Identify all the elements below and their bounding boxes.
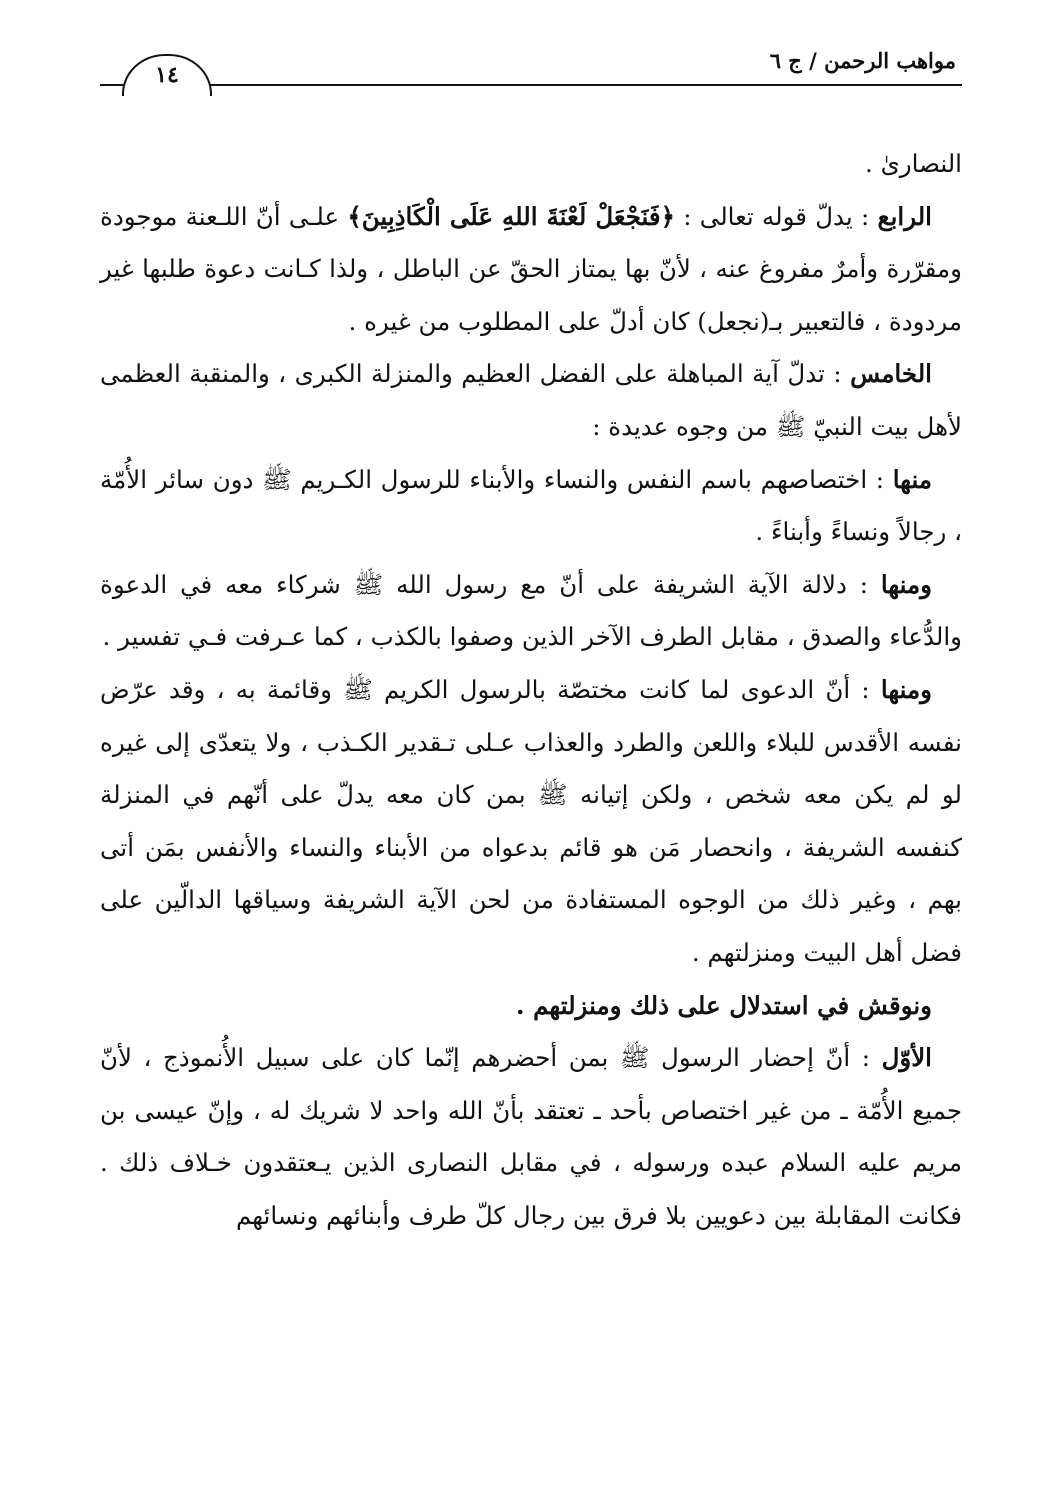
header-rule [100, 84, 962, 86]
paragraph-lead: ومنها [880, 674, 932, 704]
paragraph-lead: ومنها [880, 569, 932, 599]
paragraph-point [100, 559, 962, 664]
paragraph-continuation: النصارىٰ . [865, 149, 962, 178]
page-header [100, 40, 962, 92]
paragraph-lead: الخامس [850, 359, 932, 389]
running-title: مواهب الرحمن / ج ٦ [769, 48, 956, 73]
paragraph-text: : تدلّ آية المباهلة على الفضل العظيم والمنزلة الكبرى ، والمنقبة العظمى لأهل بيت النبيّ ﷺ من وجوه عديدة : [100, 359, 962, 441]
page-number: ١٤ [122, 54, 212, 96]
paragraph-lead: منها [892, 464, 932, 494]
paragraph-point [100, 454, 962, 559]
paragraph-lead: الأوّل [881, 1043, 932, 1073]
section-heading: ونوقش في استدلال على ذلك ومنزلتهم . [516, 990, 932, 1020]
paragraph-fourth [100, 191, 962, 349]
paragraph-text: : يدلّ قوله تعالى : [674, 201, 878, 231]
body-text [100, 138, 962, 1242]
paragraph-text: علـى أنّ اللـعنة موجودة ومقرّرة وأمرٌ مفروغ عنه ، لأنّ بها يمتاز الحقّ عن الباطل ، ولذا كـانت دعوة طلبها غير مردودة ، فالتعبير بـ(نجعل) كان أدلّ على المطلوب من غيره . [100, 201, 962, 336]
paragraph-fifth [100, 348, 962, 453]
paragraph-point [100, 664, 962, 980]
paragraph-text: : اختصاصهم باسم النفس والنساء والأبناء للرسول الكـريم ﷺ دون سائر الأُمّة ، رجالاً ونساءً وأبناءً . [100, 464, 962, 547]
paragraph-text: : أنّ إحضار الرسول ﷺ بمن أحضرهم إنّما كان على سبيل الأُنموذج ، لأنّ جميع الأُمّة ـ من غير اختصاص بأحد ـ تعتقد بأنّ الله واحد لا شريك له ، وإنّ عيسى بن مريم عليه السلام عبده ورسوله ، في مقابل النصارى الذين يـعتقدون خـلاف ذلك . فكانت المقابلة بين دعويين بلا فرق بين رجال كلّ طرف وأبنائهم ونسائهم [100, 1043, 962, 1230]
paragraph-text: : دلالة الآية الشريفة على أنّ مع رسول الله ﷺ شركاء معه في الدعوة والدُّعاء والصدق ، مقابل الطرف الآخر الذين وصفوا بالكذب ، كما عـرفت فـي تفسير . [100, 569, 962, 652]
paragraph-lead: الرابع [877, 201, 932, 231]
quran-verse: ﴿فَنَجْعَلْ لَعْنَةَ اللهِ عَلَى الْكَاذِبِينَ﴾ [347, 201, 675, 231]
paragraph-first-objection [100, 1032, 962, 1242]
paragraph-text: : أنّ الدعوى لما كانت مختصّة بالرسول الكريم ﷺ وقائمة به ، وقد عرّض نفسه الأقدس للبلاء واللعن والطرد والعذاب عـلى تـقدير الكـذب ، ولا يتعدّى إلى غيره لو لم يكن معه شخص ، ولكن إتيانه ﷺ بمن كان معه يدلّ على أنّهم في المنزلة كنفسه الشريفة ، وانحصار مَن هو قائم بدعواه من الأبناء والنساء والأنفس بمَن أتى بهم ، وغير ذلك من الوجوه المستفادة من لحن الآية الشريفة وسياقها الدالّين على فضل أهل البيت ومنزلتهم . [100, 674, 962, 967]
